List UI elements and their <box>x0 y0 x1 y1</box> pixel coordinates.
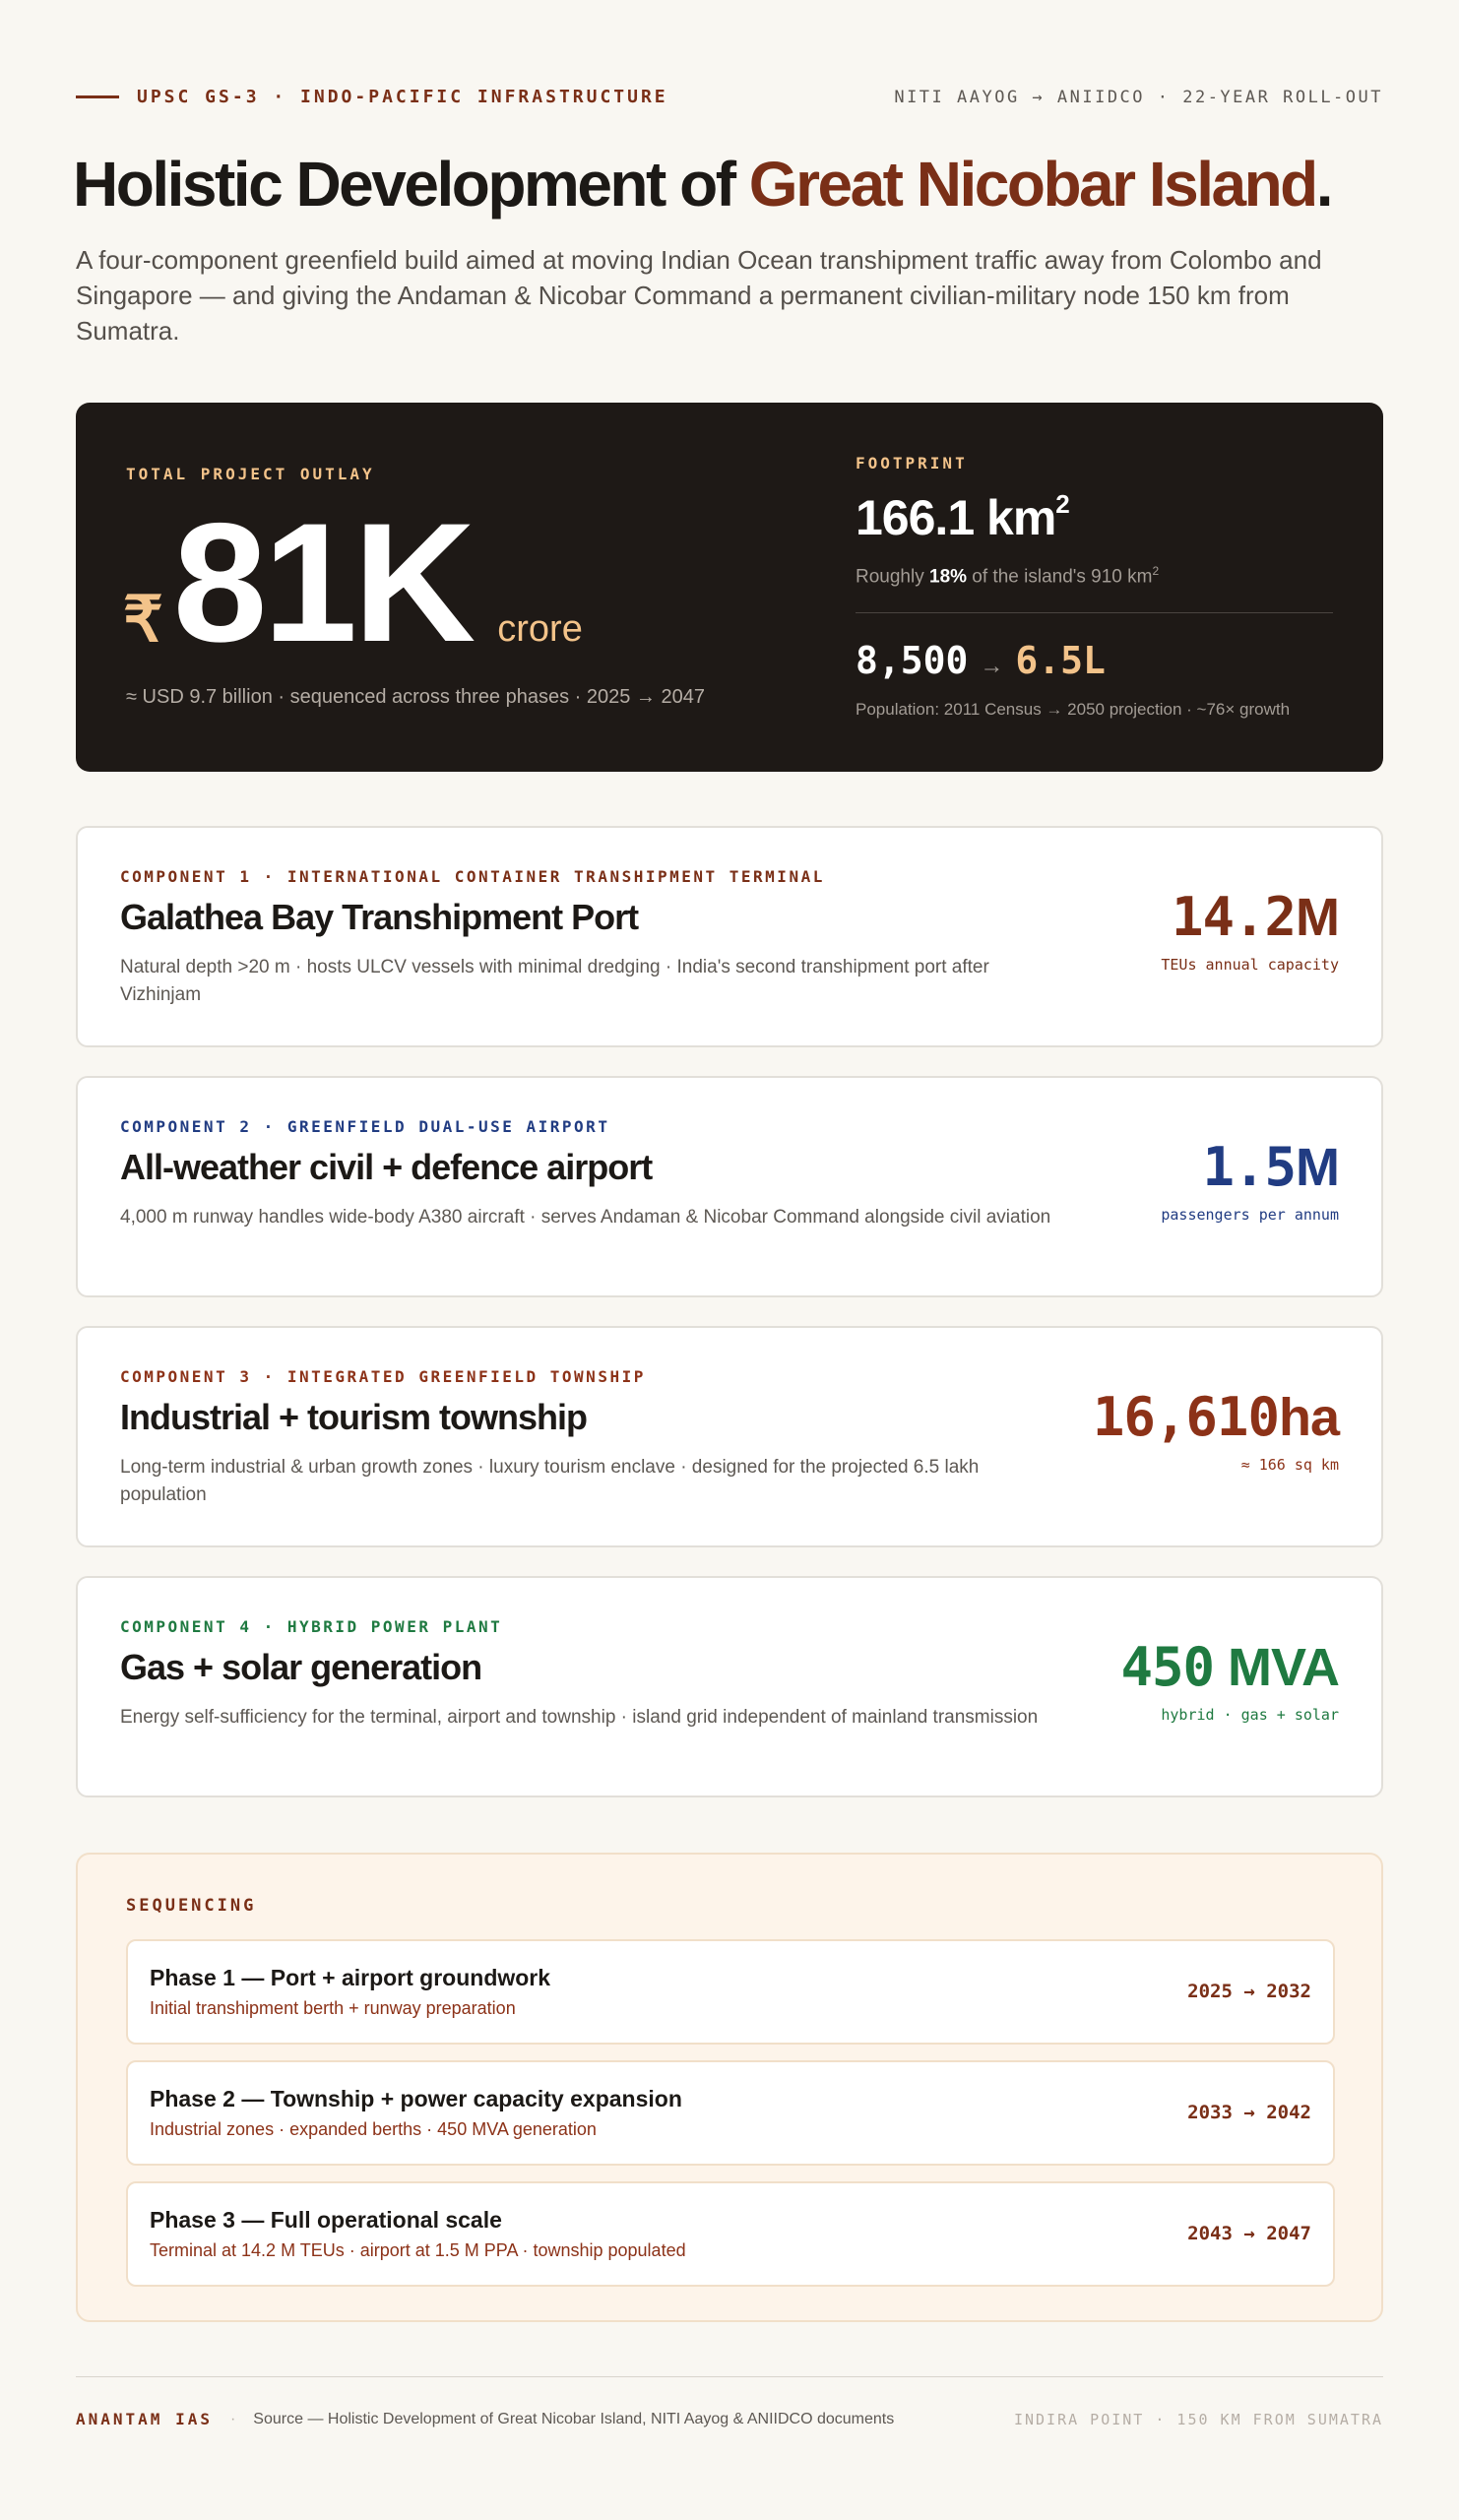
population-from: 8,500 <box>856 639 969 682</box>
arrow-right-icon: → <box>980 653 1004 679</box>
footprint-unit-sup: 2 <box>1055 489 1069 519</box>
component-value <box>1093 1387 1339 1448</box>
component-value-number: 450 <box>1120 1636 1214 1698</box>
component-tag: COMPONENT 1 · INTERNATIONAL CONTAINER TRANSHIPMENT TERMINAL <box>120 867 825 886</box>
component-tag: COMPONENT 4 · HYBRID POWER PLANT <box>120 1617 503 1636</box>
component-value-number: 1.5 <box>1202 1136 1297 1198</box>
footprint-note <box>856 564 1159 588</box>
component-metric <box>1161 887 1339 974</box>
component-description: 4,000 m runway handles wide-body A380 aircraft · serves Andaman & Nicobar Command alongside civil aviation <box>120 1207 1051 1228</box>
component-description: Energy self-sufficiency for the terminal, airport and township · island grid independent of mainland transmission <box>120 1707 1039 1728</box>
component-value <box>1120 1637 1339 1698</box>
footprint-note-sup: 2 <box>1152 564 1160 578</box>
component-card-4 <box>76 1576 1383 1797</box>
component-metric <box>1120 1637 1339 1724</box>
component-metric <box>1093 1387 1339 1474</box>
component-value-suffix: M <box>1296 1138 1339 1197</box>
sequencing-panel <box>76 1853 1383 2322</box>
phase-row-3 <box>126 2181 1335 2287</box>
page-title <box>73 148 1331 220</box>
phase-title: Phase 3 — Full operational scale <box>150 2207 502 2233</box>
header-meta: NITI AAYOG → ANIIDCO · 22-YEAR ROLL-OUT <box>894 87 1383 107</box>
component-title: Industrial + tourism township <box>120 1397 588 1437</box>
brand-name: ANANTAM IAS <box>76 2410 213 2428</box>
component-value-number: 14.2 <box>1171 886 1297 948</box>
component-tag: COMPONENT 3 · INTEGRATED GREENFIELD TOWNSHIP <box>120 1367 646 1386</box>
population-to: 6.5L <box>1015 639 1106 682</box>
kicker <box>76 87 668 107</box>
footprint-label: FOOTPRINT <box>856 454 968 472</box>
component-metric <box>1161 1137 1339 1224</box>
lead-paragraph: A four-component greenfield build aimed at moving Indian Ocean transhipment traffic away from Colombo and Singapore — and giving the Andaman & Nicobar Command a permanent civilian-military node 150 km from Sumatra. <box>76 245 1322 346</box>
phase-description: Industrial zones · expanded berths · 450 MVA generation <box>150 2119 597 2139</box>
header-bar <box>76 87 1383 107</box>
title-main: Holistic Development of <box>73 149 749 220</box>
outlay-subtext: ≈ USD 9.7 billion · sequenced across three phases · 2025 → 2047 <box>126 686 705 708</box>
component-value <box>1161 887 1339 948</box>
component-description: Long-term industrial & urban growth zones · luxury tourism enclave · designed for the projected 6.5 lakh population <box>120 1457 980 1505</box>
phase-title: Phase 2 — Township + power capacity expansion <box>150 2086 682 2111</box>
outlay-card <box>76 403 1383 772</box>
phase-years: 2043 → 2047 <box>1187 2223 1311 2244</box>
component-title: Gas + solar generation <box>120 1647 482 1687</box>
component-card-2 <box>76 1076 1383 1297</box>
footer-separator: · <box>229 2410 236 2427</box>
phase-title: Phase 1 — Port + airport groundwork <box>150 1965 551 1990</box>
outlay-label: TOTAL PROJECT OUTLAY <box>126 465 375 483</box>
population-note: Population: 2011 Census → 2050 projection · ~76× growth <box>856 700 1291 719</box>
footer <box>76 2410 1383 2428</box>
component-tag: COMPONENT 2 · GREENFIELD DUAL-USE AIRPORT <box>120 1117 610 1136</box>
component-title: Galathea Bay Transhipment Port <box>120 897 639 937</box>
sequencing-label: SEQUENCING <box>126 1896 257 1916</box>
phase-row-1 <box>126 1939 1335 2045</box>
component-card-3 <box>76 1326 1383 1547</box>
component-value-number: 16,610 <box>1092 1386 1279 1448</box>
phase-years: 2033 → 2042 <box>1187 2102 1311 2123</box>
title-end: . <box>1315 149 1332 220</box>
population-figure <box>856 639 1106 682</box>
component-value <box>1161 1137 1339 1198</box>
footprint-value <box>856 489 1069 546</box>
component-value-suffix: MVA <box>1214 1638 1339 1697</box>
phase-description: Initial transhipment berth + runway preparation <box>150 1998 516 2018</box>
footprint-note-pre: Roughly <box>856 566 929 588</box>
outlay-figure <box>123 489 583 676</box>
component-value-suffix: M <box>1296 888 1339 947</box>
component-caption: TEUs annual capacity <box>1161 956 1339 974</box>
component-description: Natural depth >20 m · hosts ULCV vessels with minimal dredging · India's second transhipment port after Vizhinjam <box>120 957 989 1005</box>
outlay-value: 81K <box>172 488 473 677</box>
kicker-rule <box>76 95 119 98</box>
kicker-text: UPSC GS-3 · INDO-PACIFIC INFRASTRUCTURE <box>137 87 668 107</box>
footprint-unit: km <box>986 490 1056 545</box>
phase-description: Terminal at 14.2 M TEUs · airport at 1.5 M PPA · township populated <box>150 2240 686 2260</box>
component-caption: passengers per annum <box>1161 1206 1339 1224</box>
footprint-note-post: of the island's 910 km <box>967 566 1153 588</box>
footer-divider <box>76 2376 1383 2377</box>
component-caption: ≈ 166 sq km <box>1240 1456 1339 1474</box>
footer-left <box>76 2410 894 2428</box>
phase-years: 2025 → 2032 <box>1187 1981 1311 2002</box>
title-accent: Great Nicobar Island <box>748 149 1316 220</box>
footprint-note-pct: 18% <box>929 566 968 588</box>
rupee-icon: ₹ <box>123 584 163 655</box>
footprint-divider <box>856 612 1333 613</box>
phase-row-2 <box>126 2060 1335 2166</box>
component-caption: hybrid · gas + solar <box>1161 1706 1339 1724</box>
source-text: Source — Holistic Development of Great Nicobar Island, NITI Aayog & ANIIDCO documents <box>253 2410 895 2427</box>
footprint-number: 166.1 <box>856 490 975 545</box>
component-title: All-weather civil + defence airport <box>120 1147 653 1187</box>
component-card-1 <box>76 826 1383 1047</box>
footer-location: INDIRA POINT · 150 KM FROM SUMATRA <box>1013 2410 1383 2428</box>
component-value-suffix: ha <box>1278 1388 1339 1447</box>
outlay-unit: crore <box>497 608 583 650</box>
